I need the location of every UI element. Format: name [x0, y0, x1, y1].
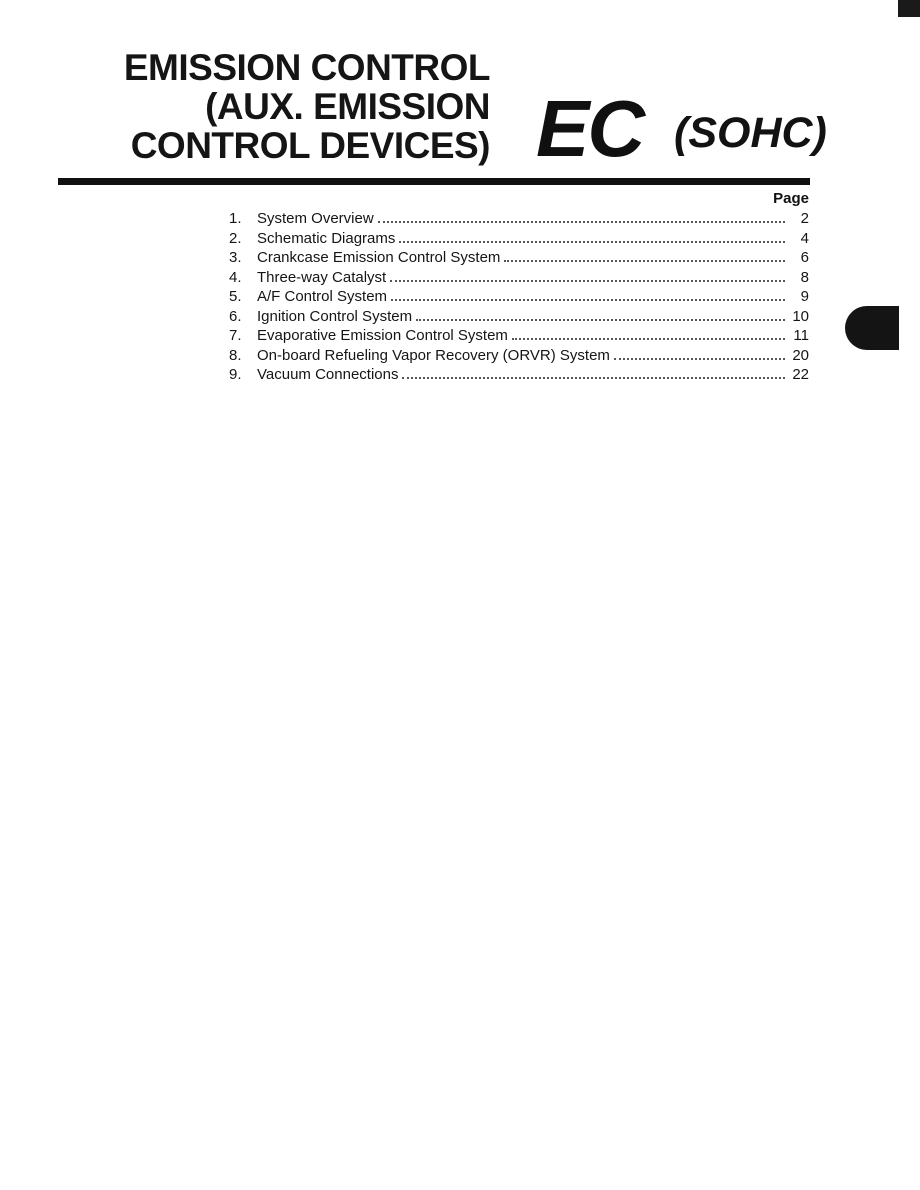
toc-item-system-overview[interactable] [229, 209, 809, 229]
dot-leader [390, 280, 785, 282]
toc-item-crankcase-emission-control[interactable] [229, 248, 809, 268]
dot-leader [416, 319, 785, 321]
toc-item-title[interactable]: On-board Refueling Vapor Recovery (ORVR) System [257, 346, 610, 364]
dot-leader [399, 241, 785, 243]
chapter-title-line-2: (AUX. EMISSION [205, 86, 490, 127]
toc-item-page: 2 [800, 210, 809, 227]
toc-item-title[interactable]: Ignition Control System [257, 307, 413, 325]
toc-item-af-control-system[interactable] [229, 287, 809, 307]
toc-item-page: 10 [792, 307, 809, 325]
toc-item-three-way-catalyst[interactable] [229, 268, 809, 288]
toc-item-vacuum-connections[interactable] [229, 365, 809, 385]
toc-item-page: 4 [800, 229, 809, 247]
toc-item-number: 6. [229, 307, 242, 325]
toc-item-number: 4. [229, 268, 242, 286]
toc-item-title[interactable]: A/F Control System [257, 288, 388, 305]
dot-leader [504, 260, 785, 262]
toc-item-number: 7. [229, 327, 242, 344]
toc-item-title[interactable]: Three-way Catalyst [257, 268, 387, 286]
toc-item-page: 9 [800, 288, 809, 305]
section-index-tab [845, 306, 899, 350]
toc-item-number: 9. [229, 366, 242, 383]
toc-item-orvr-system[interactable] [229, 346, 809, 366]
toc-item-page: 22 [792, 366, 809, 383]
toc-item-page: 11 [793, 327, 809, 344]
toc-item-number: 1. [229, 210, 242, 227]
toc-item-title[interactable]: Evaporative Emission Control System [257, 327, 508, 344]
toc-item-number: 3. [229, 249, 242, 266]
toc-item-page: 8 [800, 268, 809, 286]
section-variant: (SOHC) [674, 109, 827, 157]
toc-item-number: 8. [229, 346, 242, 364]
dot-leader [402, 377, 785, 379]
toc-item-number: 5. [229, 288, 242, 305]
chapter-title-line-1: EMISSION CONTROL [123, 47, 490, 88]
toc-page-heading: Page [773, 190, 809, 207]
dot-leader [512, 338, 785, 340]
toc-item-title[interactable]: Vacuum Connections [257, 366, 399, 383]
section-code: EC [536, 84, 644, 173]
toc-item-title[interactable]: Schematic Diagrams [257, 229, 396, 247]
toc-item-title[interactable]: Crankcase Emission Control System [257, 249, 501, 266]
toc-item-ignition-control-system[interactable] [229, 307, 809, 327]
toc-item-schematic-diagrams[interactable] [229, 229, 809, 249]
toc-item-page: 20 [792, 346, 809, 364]
table-of-contents [229, 209, 809, 385]
dot-leader [614, 358, 785, 360]
toc-item-title[interactable]: System Overview [257, 210, 374, 227]
chapter-title-line-3: CONTROL DEVICES) [130, 125, 490, 166]
corner-registration-mark [898, 0, 920, 17]
header-divider [58, 178, 810, 185]
chapter-title [70, 48, 490, 165]
dot-leader [391, 299, 785, 301]
dot-leader [378, 221, 785, 223]
toc-item-page: 6 [800, 249, 809, 266]
toc-item-number: 2. [229, 229, 242, 247]
toc-item-evaporative-emission-control[interactable] [229, 326, 809, 346]
